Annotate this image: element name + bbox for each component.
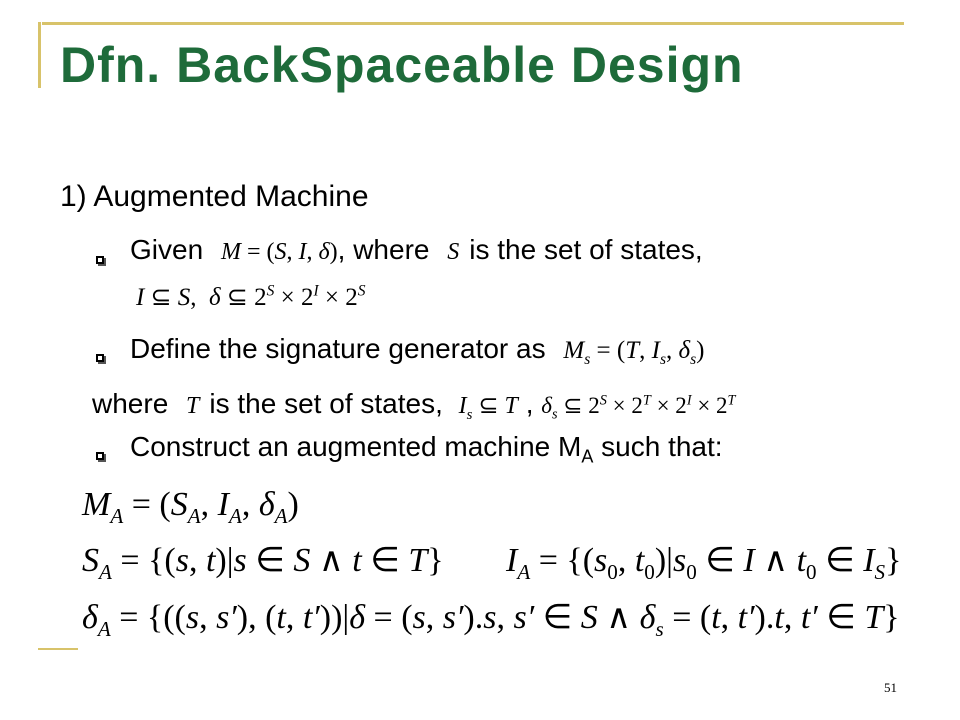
math-bullet1-line2: I ⊆ S, δ ⊆ $2^S \times 2^I \times 2^S$: [136, 282, 366, 311]
math-delta-s: $\delta_s$ ⊆ $2^S \times 2^T \times 2^I \times 2^T$: [541, 392, 736, 423]
square-bullet-icon: [96, 354, 104, 362]
define-label: Define the signature generator as: [130, 333, 546, 364]
states-label: is the set of states,: [469, 234, 703, 265]
math-machine-def: M = (S, I, δ): [220, 239, 338, 265]
construct-suffix: such that:: [593, 431, 723, 462]
construct-label: Construct an augmented machine M: [130, 431, 582, 462]
page-number: 51: [884, 680, 897, 695]
bullet-construct: [130, 431, 723, 468]
frame-left-rule: [38, 22, 41, 88]
math-signature-generator: $M_s = (T$, $I_s$, $\delta_s$): [563, 337, 705, 368]
comma: ,: [525, 388, 534, 419]
slide-title: Dfn. BackSpaceable Design: [60, 37, 744, 93]
math-t: T: [186, 393, 200, 419]
frame-bottom-rule: [38, 648, 78, 650]
equation-ma: $M_A = (S_A$, $I_A$, $\delta_A$): [82, 486, 299, 528]
where-label: , where: [337, 234, 430, 265]
math-s: S: [447, 239, 460, 265]
equation-sa: $S_A = \{(s$, t)|s ∈ S ∧ t ∈ T}: [82, 542, 444, 584]
equation-delta-a: $\delta_A = \{((s$, s′), (t, t′))|δ = (s, s′).s, s′ ∈ S ∧ $\delta_s = (t$, t′).t, t′ ∈ T}: [82, 599, 900, 641]
bullet-given: [130, 234, 703, 266]
construct-sub: A: [581, 446, 594, 467]
states-label-2: is the set of states,: [209, 388, 443, 419]
where-line: [92, 388, 735, 424]
square-bullet-icon: [96, 452, 104, 460]
frame-top-rule: [42, 22, 904, 25]
where-prefix: where: [92, 388, 169, 419]
given-label: Given: [130, 234, 204, 265]
section-heading: 1) Augmented Machine: [60, 180, 369, 213]
math-is-subset: $I_s$ ⊆ T: [458, 393, 518, 423]
equation-ia: $I_A = \{(s_0$, $t_0)|s_0$ ∈ I ∧ $t_0$ ∈ $I_S$}: [506, 542, 902, 584]
bullet-define: [130, 333, 704, 369]
square-bullet-icon: [96, 256, 104, 264]
